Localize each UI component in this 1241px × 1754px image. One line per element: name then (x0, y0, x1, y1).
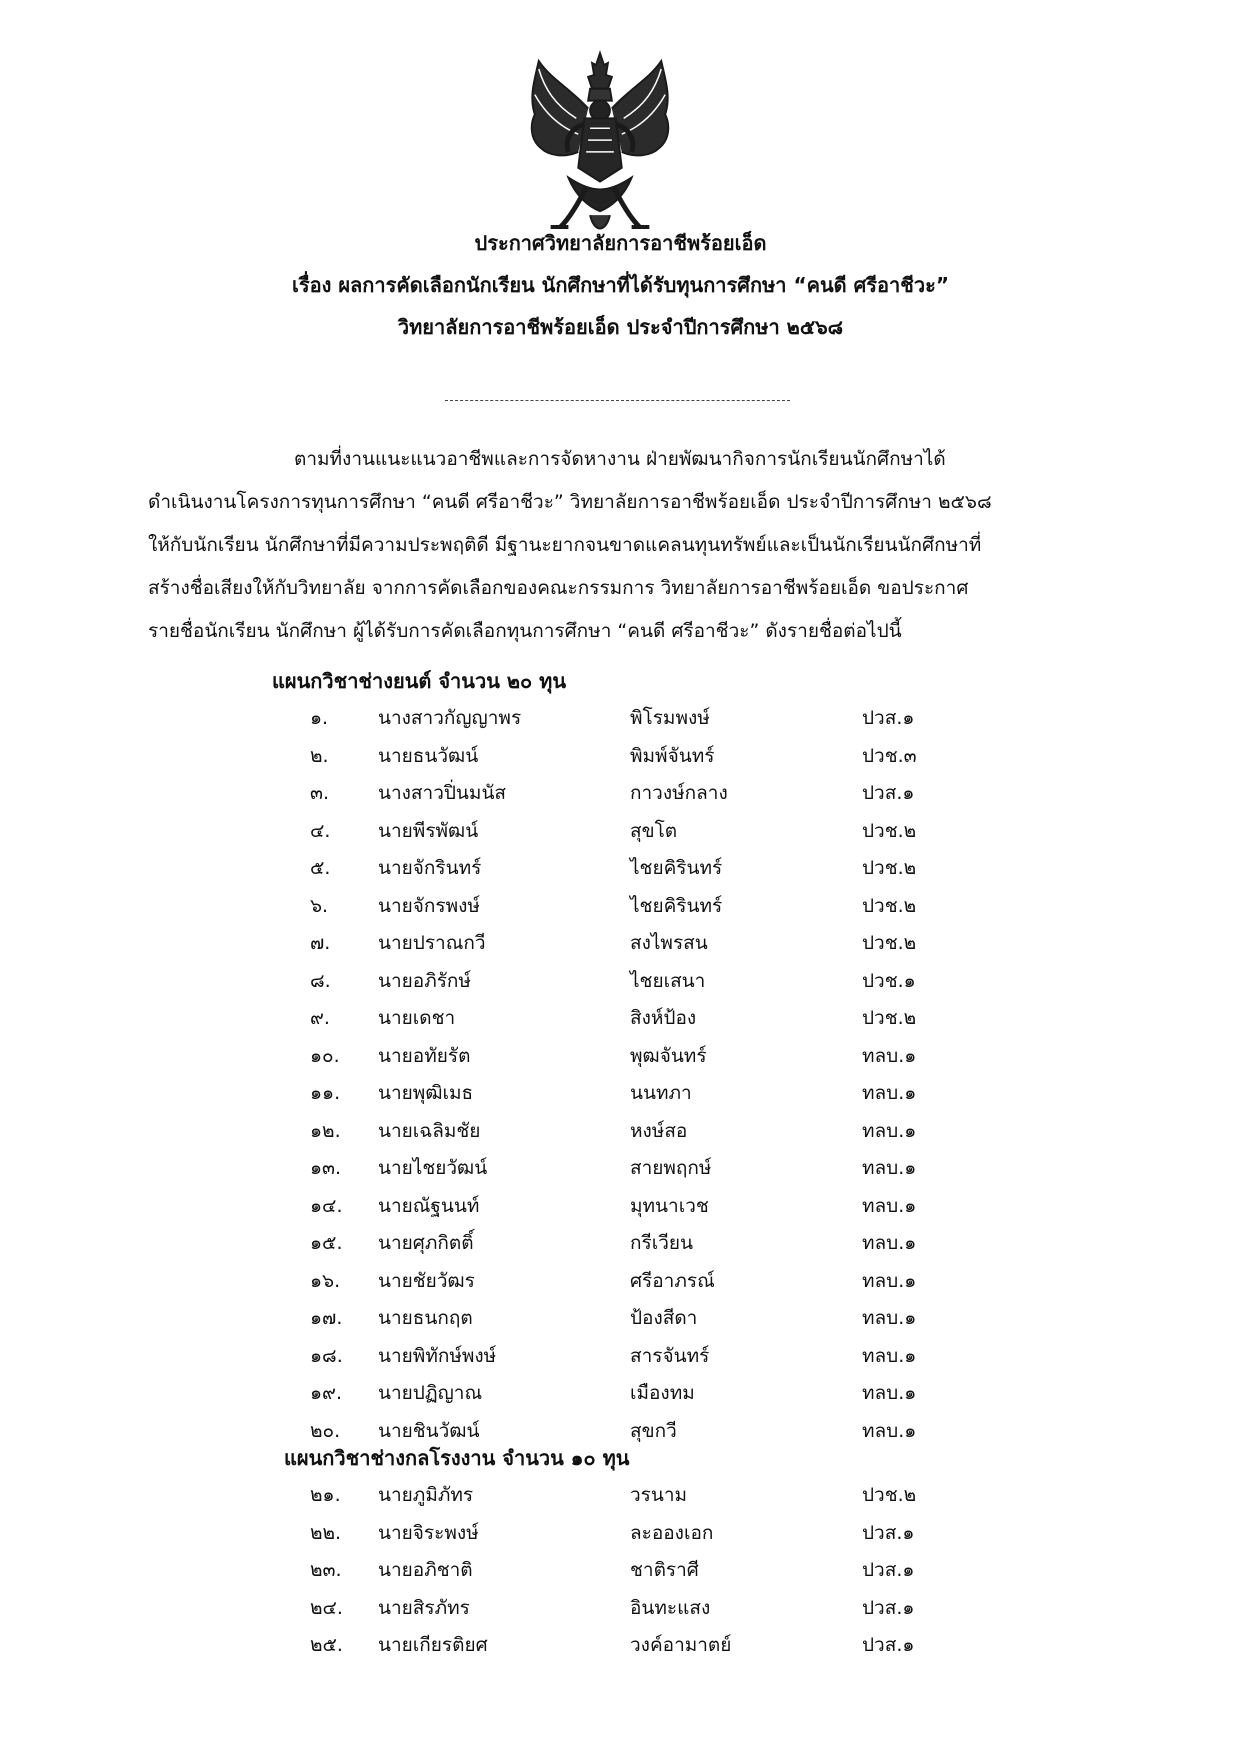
item-number: ๙. (310, 1007, 330, 1029)
item-level: ปวส.๑ (862, 782, 915, 804)
item-surname: พุฒจันทร์ (630, 1044, 707, 1067)
list-item (0, 1225, 1241, 1263)
item-name: นายธนวัฒน์ (378, 744, 479, 767)
list-item (0, 1300, 1241, 1338)
item-level: ทลบ.๑ (862, 1307, 917, 1329)
list-item (0, 1552, 1241, 1590)
item-name: นายเกียรติยศ (378, 1634, 488, 1656)
item-level: ทลบ.๑ (862, 1232, 917, 1254)
item-name: นายอภิชาติ (378, 1559, 473, 1581)
list-item (0, 738, 1241, 776)
body-line: ให้กับนักเรียน นักศึกษาที่มีความประพฤติดี มีฐานะยากจนขาดแคลนทุนทรัพย์และเป็นนักเรียนนักศึกษาที่ (148, 534, 982, 556)
item-name: นายพีรพัฒน์ (378, 819, 479, 842)
item-name: นายภูมิภัทร (378, 1484, 474, 1506)
item-level: ปวส.๑ (862, 707, 915, 729)
item-name: นายจักรินทร์ (378, 857, 482, 879)
list-item (0, 1263, 1241, 1301)
list-item (0, 925, 1241, 963)
list-item (0, 813, 1241, 851)
item-name: นายพุฒิเมธ (378, 1082, 474, 1104)
list-item (0, 775, 1241, 813)
item-level: ปวส.๑ (862, 1521, 915, 1544)
body-line: รายชื่อนักเรียน นักศึกษา ผู้ได้รับการคัดเลือกทุนการศึกษา “คนดี ศรีอาชีวะ” ดังรายชื่อต่อไปนี้ (148, 620, 902, 642)
item-level: ทลบ.๑ (862, 1082, 917, 1104)
item-number: ๑๗. (310, 1307, 343, 1329)
list-item (0, 1075, 1241, 1113)
item-level: ปวส.๑ (862, 1596, 915, 1619)
item-surname: สุขกวี (630, 1419, 677, 1442)
item-name: นายปฏิญาณ (378, 1382, 483, 1404)
item-surname: พิมพ์จันทร์ (630, 744, 715, 767)
item-name: นายชินวัฒน์ (378, 1419, 480, 1442)
section-title-auto-mechanics: แผนกวิชาช่างยนต์ จำนวน ๒๐ ทุน (272, 669, 567, 693)
item-surname: หงษ์สอ (630, 1119, 688, 1142)
item-level: ปวช.๓ (862, 744, 917, 767)
item-number: ๘. (310, 969, 331, 992)
item-level: ปวส.๑ (862, 1559, 915, 1581)
item-surname: เมืองทม (630, 1382, 695, 1404)
recipient-list-auto-mechanics (0, 700, 1241, 1450)
item-surname: ไชยคิรินทร์ (630, 857, 723, 879)
item-number: ๑๕. (310, 1232, 343, 1254)
item-name: นายณัฐนนท์ (378, 1194, 480, 1217)
item-level: ปวช.๒ (862, 1007, 917, 1029)
item-level: ทลบ.๑ (862, 1382, 917, 1404)
item-level: ทลบ.๑ (862, 1044, 917, 1067)
item-level: ทลบ.๑ (862, 1419, 917, 1442)
list-item (0, 1590, 1241, 1628)
list-item (0, 1338, 1241, 1376)
list-item (0, 1000, 1241, 1038)
item-surname: กรีเวียน (630, 1232, 693, 1254)
item-number: ๑๖. (310, 1269, 341, 1292)
item-name: นายไชยวัฒน์ (378, 1157, 488, 1179)
heading-title: ประกาศวิทยาลัยการอาชีพร้อยเอ็ด (474, 231, 767, 255)
list-item (0, 700, 1241, 738)
list-item (0, 1113, 1241, 1151)
item-name: นายสิรภัทร (378, 1596, 470, 1619)
item-number: ๒. (310, 744, 329, 767)
item-surname: ป้องสีดา (630, 1307, 698, 1329)
item-name: นายจิระพงษ์ (378, 1521, 479, 1544)
item-surname: ศรีอาภรณ์ (630, 1269, 715, 1292)
body-line: ดำเนินงานโครงการทุนการศึกษา “คนดี ศรีอาชีวะ” วิทยาลัยการอาชีพร้อยเอ็ด ประจำปีการศึกษา ๒๕๖๘ (148, 491, 992, 513)
item-name: นายอภิรักษ์ (378, 969, 471, 992)
item-surname: วงค์อามาตย์ (630, 1634, 732, 1656)
heading-subject: เรื่อง ผลการคัดเลือกนักเรียน นักศึกษาที่ได้รับทุนการศึกษา “คนดี ศรีอาชีวะ” (292, 273, 949, 297)
item-number: ๕. (310, 857, 331, 879)
body-line: ตามที่งานแนะแนวอาชีพและการจัดหางาน ฝ่ายพัฒนากิจการนักเรียนนักศึกษาได้ (294, 448, 946, 470)
list-item (0, 1188, 1241, 1226)
divider (445, 400, 790, 401)
item-surname: ไชยเสนา (630, 969, 706, 992)
item-name: นายศุภกิตติ์ (378, 1232, 474, 1254)
item-surname: ละอองเอก (630, 1521, 714, 1544)
item-number: ๒๕. (310, 1634, 343, 1656)
item-level: ปวช.๑ (862, 969, 916, 992)
section-title-machine-shop: แผนกวิชาช่างกลโรงงาน จำนวน ๑๐ ทุน (284, 1446, 630, 1470)
list-item (0, 1627, 1241, 1665)
item-name: นางสาวปิ่นมนัส (378, 782, 507, 804)
item-number: ๑๒. (310, 1119, 341, 1142)
item-surname: สิงห์ป้อง (630, 1007, 697, 1029)
item-name: นายชัยวัฒร (378, 1269, 475, 1292)
list-item (0, 1375, 1241, 1413)
item-name: นายพิทักษ์พงษ์ (378, 1344, 497, 1367)
item-level: ปวส.๑ (862, 1634, 915, 1656)
item-number: ๒๐. (310, 1419, 341, 1442)
item-surname: สายพฤกษ์ (630, 1157, 712, 1179)
item-number: ๓. (310, 782, 330, 804)
item-number: ๑๑. (310, 1082, 341, 1104)
item-level: ปวช.๒ (862, 819, 917, 842)
item-surname: สารจันทร์ (630, 1344, 710, 1367)
item-number: ๑๓. (310, 1157, 342, 1179)
item-level: ปวช.๒ (862, 894, 917, 917)
item-surname: ไชยคิรินทร์ (630, 894, 723, 917)
body-line: สร้างชื่อเสียงให้กับวิทยาลัย จากการคัดเลือกของคณะกรรมการ วิทยาลัยการอาชีพร้อยเอ็ด ขอประกาศ (148, 577, 969, 599)
body-paragraph (148, 438, 1093, 653)
heading-college-year: วิทยาลัยการอาชีพร้อยเอ็ด ประจำปีการศึกษา ๒๕๖๘ (397, 315, 844, 339)
item-level: ทลบ.๑ (862, 1194, 917, 1217)
item-level: ทลบ.๑ (862, 1157, 917, 1179)
announcement-heading (0, 222, 1241, 348)
item-name: นายปราณกวี (378, 932, 486, 954)
item-number: ๒๔. (310, 1596, 343, 1619)
item-name: นายเดชา (378, 1007, 456, 1029)
list-item (0, 963, 1241, 1001)
list-item (0, 888, 1241, 926)
item-number: ๒๑. (310, 1484, 341, 1506)
item-number: ๒๓. (310, 1559, 342, 1581)
list-item (0, 1038, 1241, 1076)
garuda-emblem-icon (521, 48, 679, 244)
list-item (0, 1515, 1241, 1553)
item-surname: ชาติราศี (630, 1559, 699, 1581)
item-name: นายธนกฤต (378, 1307, 473, 1329)
list-item (0, 1150, 1241, 1188)
item-number: ๑๐. (310, 1044, 340, 1067)
item-level: ทลบ.๑ (862, 1269, 917, 1292)
item-name: นางสาวกัญญาพร (378, 707, 522, 729)
item-number: ๒๒. (310, 1521, 342, 1544)
item-number: ๑๙. (310, 1382, 343, 1404)
item-number: ๑๘. (310, 1344, 343, 1367)
item-name: นายอทัยรัต (378, 1044, 471, 1067)
item-surname: นนทภา (630, 1082, 692, 1104)
item-surname: พิโรมพงษ์ (630, 707, 710, 729)
item-surname: กาวงษ์กลาง (630, 782, 728, 804)
item-level: ทลบ.๑ (862, 1119, 917, 1142)
item-surname: วรนาม (630, 1484, 688, 1506)
item-level: ปวช.๒ (862, 932, 917, 954)
item-number: ๑. (310, 707, 329, 729)
item-level: ปวช.๒ (862, 1484, 917, 1506)
list-item (0, 1477, 1241, 1515)
item-number: ๗. (310, 932, 331, 954)
item-number: ๖. (310, 894, 329, 917)
item-surname: สุขโต (630, 819, 678, 842)
item-level: ปวช.๒ (862, 857, 917, 879)
item-name: นายจักรพงษ์ (378, 894, 480, 917)
item-surname: มุทนาเวช (630, 1194, 709, 1217)
recipient-list-machine-shop (0, 1477, 1241, 1665)
item-surname: อินทะแสง (630, 1596, 711, 1619)
item-number: ๑๔. (310, 1194, 343, 1217)
item-name: นายเฉลิมชัย (378, 1119, 481, 1142)
item-number: ๔. (310, 819, 331, 842)
item-surname: สงไพรสน (630, 932, 708, 954)
list-item (0, 850, 1241, 888)
item-level: ทลบ.๑ (862, 1344, 917, 1367)
